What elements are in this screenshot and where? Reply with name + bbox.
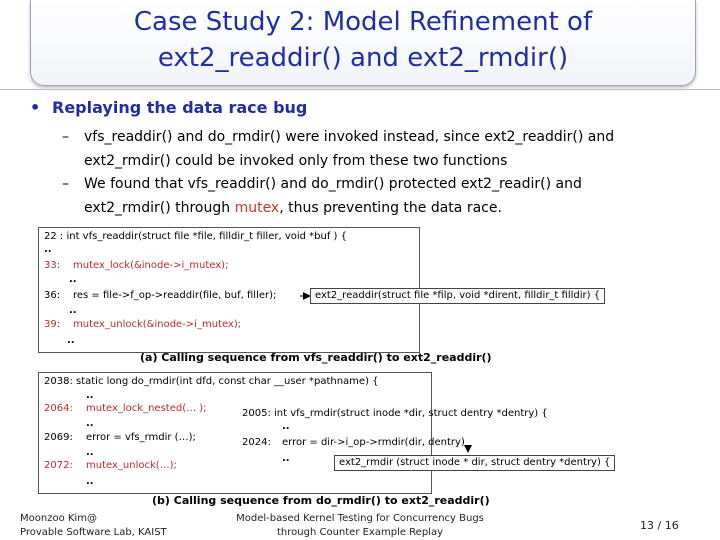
code-line-36-readdir: res = file->f_op->readdir(file, buf, filler); [73,290,277,301]
sub-bullet-2-line-2-post: , thus preventing the data race. [279,200,502,216]
main-bullet [30,98,307,117]
code-line-2024-number: 2024: [242,437,271,448]
target-ext2-readdir: ext2_readdir(struct file *filp, void *dirent, filldir_t filldir) { [310,288,605,304]
sub-bullet-2-line-2 [84,196,704,220]
bullet-dot-icon: • [30,98,41,117]
footer-author-line-1: Moonzoo Kim@ [20,513,97,524]
code-ellipsis: .. [282,421,290,432]
code-line-2072-number: 2072: [44,460,73,471]
code-line-2005: 2005: int vfs_rmdir(struct inode *dir, struct dentry *dentry) { [242,408,548,419]
code-line-2069-vfs-rmdir: error = vfs_rmdir (…); [86,432,196,443]
code-ellipsis: .. [86,447,94,458]
mutex-highlight: mutex [234,200,280,216]
code-ellipsis: .. [282,453,290,464]
code-line-2069-number: 2069: [44,432,73,443]
code-line-2064-number: 2064: [44,403,73,414]
sub-bullet-1-line-1: vfs_readdir() and do_rmdir() were invoked instead, since ext2_readdir() and [84,129,615,145]
dash-icon: – [62,176,69,192]
sub-bullet-2-text [84,172,704,220]
slide-title-line-2: ext2_readdir() and ext2_rmdir() [157,43,569,73]
sub-bullet-1-line-2: ext2_rmdir() could be invoked only from these two functions [84,153,508,169]
code-line-39-mutex-unlock: mutex_unlock(&inode->i_mutex); [73,319,242,330]
caption-b: (b) Calling sequence from do_rmdir() to ext2_readdir() [152,494,490,507]
main-bullet-text: Replaying the data race bug [52,98,308,117]
target-ext2-rmdir: ext2_rmdir (struct inode * dir, struct dentry *dentry) { [334,455,615,471]
page-number: 13 / 16 [640,519,679,532]
footer-author-line-2: Provable Software Lab, KAIST [20,527,167,538]
footer-talk-title [218,512,502,540]
sub-bullet-2-line-1: We found that vfs_readdir() and do_rmdir() protected ext2_readir() and [84,176,582,192]
code-ellipsis: .. [86,390,94,401]
code-line-33-mutex-lock: mutex_lock(&inode->i_mutex); [73,260,229,271]
code-ellipsis: .. [44,244,52,255]
dash-icon: – [62,129,69,145]
code-line-36-number: 36: [44,290,61,301]
code-line-22: 22 : int vfs_readdir(struct file *file, filldir_t filler, void *buf ) { [44,231,347,242]
code-line-2038: 2038: static long do_rmdir(int dfd, const char __user *pathname) { [44,376,379,387]
code-ellipsis: .. [69,274,77,285]
code-ellipsis: .. [86,418,94,429]
caption-a: (a) Calling sequence from vfs_readdir() to ext2_readdir() [140,351,492,364]
footer-talk-line-1: Model-based Kernel Testing for Concurrency Bugs [236,513,484,524]
footer-talk-line-2: through Counter Example Replay [277,527,443,538]
code-line-2072-mutex-unlock: mutex_unlock(…); [86,460,177,471]
sub-bullet-1-text [84,125,704,173]
code-ellipsis: .. [67,335,75,346]
footer-author [20,512,167,540]
code-ellipsis: .. [69,305,77,316]
sub-bullet-1 [62,125,712,173]
code-line-2064-mutex-lock: mutex_lock_nested(… ); [86,403,207,414]
title-divider [0,89,720,90]
code-ellipsis: .. [86,476,94,487]
code-line-2024-rmdir: error = dir->i_op->rmdir(dir, dentry) [282,437,465,448]
sub-bullet-2-line-2-pre: ext2_rmdir() through [84,200,235,216]
slide-title-line-1: Case Study 2: Model Refinement of [133,7,593,37]
sub-bullet-2 [62,172,712,220]
code-line-33-number: 33: [44,260,61,271]
code-line-39-number: 39: [44,319,61,330]
